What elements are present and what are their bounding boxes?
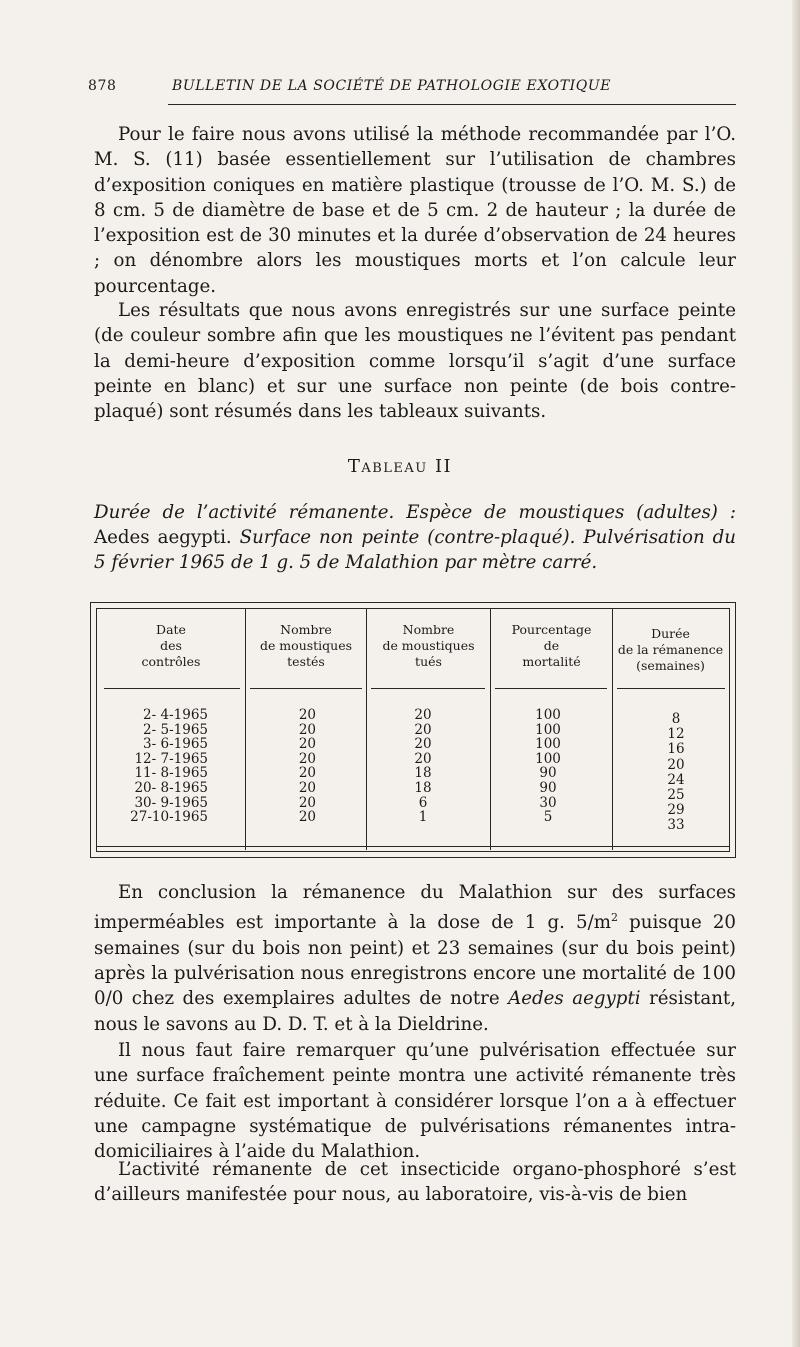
mortality-cell: 100: [535, 721, 561, 738]
killed-cell: 20: [414, 736, 432, 753]
caption-italic-1: Durée de l’activité rémanente. Espèce de moustiques (adultes) :: [94, 502, 736, 523]
journal-title: BULLETIN DE LA SOCIÉTÉ DE PATHOLOGIE EXOTIQUE: [172, 78, 612, 94]
caption-species: Aedes aegypti.: [94, 527, 232, 548]
column-tested: [286, 708, 316, 825]
caption-italic-2: Surface non peinte (contre-plaqué). Pulvérisation du 5 février 1965 de 1 g. 5 de Malathion par mètre carré.: [94, 527, 736, 573]
page-number: 878: [88, 78, 117, 94]
paragraph-remark: [94, 1038, 736, 1164]
date-cell: 12- 7-1965: [134, 750, 208, 767]
killed-cell: 20: [414, 750, 432, 767]
header-rule: [617, 688, 725, 689]
tested-cell: 20: [298, 750, 316, 767]
mortality-cell: 90: [539, 765, 557, 782]
mortality-cell: 100: [535, 707, 561, 723]
date-cell: 3- 6-1965: [143, 736, 208, 753]
column-mortality: [528, 708, 568, 825]
date-cell: 27-10-1965: [130, 809, 208, 826]
paragraph-text: En conclusion la rémanence du Malathion sur des surfaces imperméables est importante à la dose de 1 g. $5/m^2$ puisque 20 semaines (sur du bois non peint) et 23 semaines (sur du bois peint) après la pulvérisation nous enregistrons encore une mortalité de 100 0/0 chez des exemplaires adultes de notre Aedes aegypti résistant, nous le savons au D. D. T. et à la Dieldrine.: [94, 882, 736, 1035]
header-mortality: Pourcentage de mortalité: [511, 622, 592, 669]
date-cell: 2- 5-1965: [143, 721, 208, 738]
header-dates: Date des contrôles: [141, 622, 201, 669]
header-rule: [250, 688, 362, 689]
tested-cell: 20: [298, 721, 316, 738]
column-dates: [108, 708, 208, 825]
weeks-cell: 8: [671, 711, 681, 727]
weeks-cell: 25: [667, 787, 685, 804]
header-killed: Nombre de moustiques tués: [382, 622, 475, 669]
killed-cell: 20: [414, 721, 432, 738]
killed-cell: 20: [414, 707, 432, 723]
tested-cell: 20: [298, 809, 316, 826]
paragraph-method: [94, 122, 736, 299]
header-tested: Nombre de moustiques testés: [259, 622, 353, 669]
table-bottom-rule: [96, 846, 730, 847]
header-rule: [495, 688, 607, 689]
mortality-cell: 100: [535, 750, 561, 767]
weeks-cell: 24: [667, 771, 685, 788]
paragraph-results: [94, 298, 736, 424]
tested-cell: 20: [298, 794, 316, 811]
killed-cell: 1: [418, 809, 428, 826]
running-header: [88, 78, 736, 102]
header-rule: [371, 688, 485, 689]
weeks-cell: 16: [667, 741, 685, 758]
header-remanence: Durée de la rémanence (semaines): [617, 626, 724, 673]
column-killed: [408, 708, 438, 825]
mortality-cell: 100: [535, 736, 561, 753]
paragraph-activity: [94, 1157, 736, 1208]
mortality-cell: 5: [543, 809, 553, 826]
paragraph-text: Pour le faire nous avons utilisé la méthode recommandée par l’O. M. S. (11) basée essentiellement sur l’utilisation de chambres d’exposition coniques en matière plastique (trousse de l’O. M. S.) de 8 cm. 5 de diamètre de base et de 5 cm. 2 de hauteur ; la durée de l’exposition est de 30 minutes et la durée d’observation de 24 heures ; on dénombre alors les moustiques morts et l’on calcule leur pourcentage.: [94, 124, 736, 297]
tested-cell: 20: [298, 779, 316, 796]
data-table: [90, 602, 736, 858]
date-cell: 20- 8-1965: [134, 779, 208, 796]
weeks-cell: 12: [667, 726, 685, 743]
killed-cell: 18: [414, 779, 432, 796]
weeks-cell: 29: [667, 802, 685, 819]
column-remanence: [658, 712, 694, 834]
table-caption: [94, 500, 736, 575]
tested-cell: 20: [298, 736, 316, 753]
killed-cell: 6: [418, 794, 428, 811]
weeks-cell: 20: [667, 756, 685, 773]
mortality-cell: 90: [539, 779, 557, 796]
weeks-cell: 33: [667, 817, 685, 834]
date-cell: 11- 8-1965: [134, 765, 208, 782]
species-name: Aedes aegypti: [508, 988, 641, 1010]
table-title: Tableau II: [347, 456, 453, 477]
paragraph-text: Il nous faut faire remarquer qu’une pulvérisation effectuée sur une surface fraîchement peinte montra une activité rémanente très réduite. Ce fait est important à considérer lorsque l’on a à effectuer une campagne systématique de pulvérisations rémanentes intra-domiciliaires à l’aide du Malathion.: [94, 1040, 736, 1163]
header-rule: [104, 688, 240, 689]
mortality-cell: 30: [539, 794, 557, 811]
header-rule: [168, 104, 736, 105]
tested-cell: 20: [298, 707, 316, 723]
date-cell: 2- 4-1965: [143, 707, 208, 723]
date-cell: 30- 9-1965: [134, 794, 208, 811]
tested-cell: 20: [298, 765, 316, 782]
paragraph-conclusion: [94, 880, 736, 1037]
killed-cell: 18: [414, 765, 432, 782]
page-edge: [792, 0, 800, 1347]
paragraph-text: Les résultats que nous avons enregistrés sur une surface peinte (de couleur sombre afin que les moustiques ne l’évitent pas pendant la demi-heure d’exposition comme lorsqu’il s’agit d’une surface peinte en blanc) et sur une surface non peinte (de bois contre-plaqué) sont résumés dans les tableaux suivants.: [94, 300, 736, 423]
paragraph-text: L’activité rémanente de cet insecticide organo-phosphoré s’est d’ailleurs manifestée pour nous, au laboratoire, vis-à-vis de bien: [94, 1159, 736, 1206]
